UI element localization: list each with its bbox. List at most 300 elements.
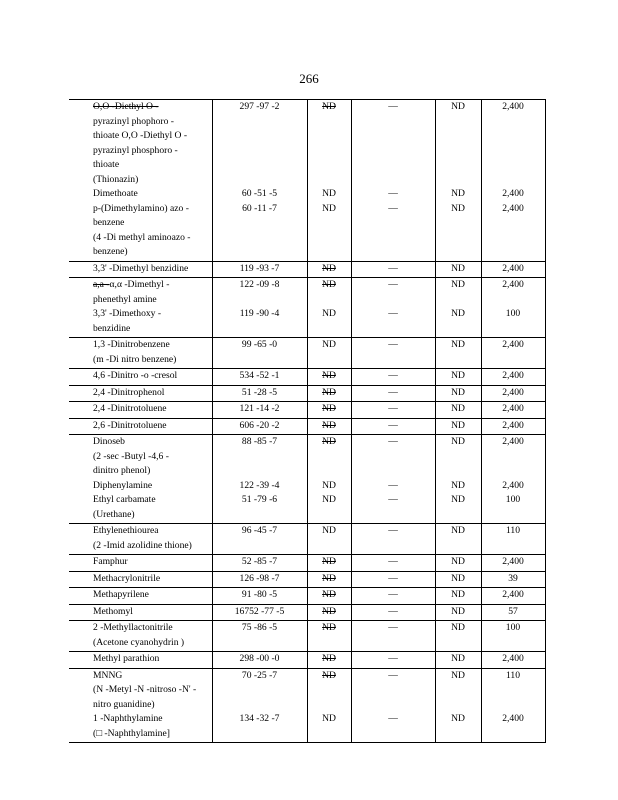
cell-line: [308, 683, 351, 698]
cell-line: Dimethoate: [93, 188, 138, 199]
cell-line: 51 -28 -5: [241, 386, 278, 398]
nd-cell: [307, 604, 351, 621]
cell-line: ND: [322, 436, 336, 447]
chemical-name-cell: [69, 100, 212, 262]
cell-line: 2,4 -Dinitrophenol: [93, 386, 165, 398]
nd-cell: [307, 588, 351, 605]
cell-line: benzidine: [93, 322, 131, 334]
cas-number-cell: [212, 652, 307, 669]
nd-cell: [307, 555, 351, 572]
cell-line: thioate: [93, 159, 120, 170]
cell-line: [352, 144, 435, 159]
value-cell: [481, 604, 545, 621]
value-cell: [481, 588, 545, 605]
cell-line: Famphur: [93, 556, 128, 567]
cell-line: (2 -sec -Butyl -4,6 -: [93, 450, 169, 462]
cell-line: 2,400: [502, 262, 524, 274]
value-cell: [481, 668, 545, 743]
cell-line: O,O -Diethyl O -: [93, 101, 159, 112]
dash-cell: [351, 435, 435, 524]
cell-line: [436, 698, 481, 713]
cell-line: ND: [451, 370, 465, 381]
cell-line: [436, 450, 481, 465]
cell-line: ND: [322, 479, 336, 491]
nd-limit-cell: [435, 338, 481, 369]
cell-line: p-(Dimethylamino) azo -: [93, 202, 189, 214]
value-cell: [481, 338, 545, 369]
chemical-name-cell: [69, 621, 212, 652]
nd-limit-cell: [435, 524, 481, 555]
cell-line: 119 -90 -4: [239, 308, 280, 319]
value-cell: [481, 418, 545, 435]
cell-line: —: [388, 419, 398, 431]
dash-cell: [351, 652, 435, 669]
cell-line: 1 -Naphthylamine: [93, 713, 163, 724]
value-cell: [481, 555, 545, 572]
cell-line: 70 -25 -7: [241, 669, 278, 681]
cell-line: 60 -11 -7: [242, 202, 277, 214]
value-cell: [481, 261, 545, 278]
dash-cell: [351, 369, 435, 386]
nd-cell: [307, 402, 351, 419]
cell-line: Dinoseb: [93, 436, 125, 447]
cell-line: [213, 450, 307, 465]
cell-line: —: [388, 202, 398, 214]
cell-line: 91 -80 -5: [241, 589, 278, 600]
cell-line: ND: [322, 370, 336, 381]
table-row: [69, 385, 545, 402]
cell-line: ND: [451, 419, 465, 431]
cell-line: [436, 144, 481, 159]
cell-line: ND: [451, 556, 465, 567]
cell-line: 2,400: [502, 556, 524, 567]
cell-line: (4 -Di methyl aminoazo -: [93, 231, 191, 243]
cell-line: 2,400: [502, 101, 524, 112]
nd-limit-cell: [435, 385, 481, 402]
cell-line: [308, 293, 351, 308]
cell-line: —: [388, 279, 398, 290]
cell-line: 2 -Methyllactonitrile: [93, 622, 173, 633]
chemical-name-cell: [69, 524, 212, 555]
cell-line: ND: [451, 262, 465, 274]
dash-cell: [351, 668, 435, 743]
cell-line: 1,3 -Dinitrobenzene: [93, 339, 170, 350]
cell-line: ND: [451, 188, 465, 199]
nd-cell: [307, 524, 351, 555]
cas-number-cell: [212, 668, 307, 743]
cell-line: 60 -51 -5: [241, 188, 278, 199]
cell-line: —: [388, 494, 398, 505]
cell-line: [482, 293, 545, 308]
cell-line: [213, 158, 307, 173]
chemical-name-cell: [69, 338, 212, 369]
cell-line: ND: [451, 202, 465, 214]
nd-limit-cell: [435, 668, 481, 743]
cell-line: 2,400: [502, 436, 524, 447]
cell-line: [482, 144, 545, 159]
nd-cell: [307, 385, 351, 402]
cell-line: ND: [451, 479, 465, 491]
cell-line: —: [388, 669, 398, 681]
cell-line: ND: [322, 403, 336, 414]
cell-line: 88 -85 -7: [241, 436, 278, 447]
dash-cell: [351, 338, 435, 369]
chemical-name-cell: [69, 571, 212, 588]
cell-line: [352, 698, 435, 713]
nd-cell: [307, 338, 351, 369]
cell-line: [436, 293, 481, 308]
cell-line: 100: [505, 494, 521, 505]
value-cell: [481, 621, 545, 652]
nd-cell: [307, 369, 351, 386]
cell-line: 126 -98 -7: [239, 572, 280, 584]
value-cell: [481, 652, 545, 669]
chemical-name-cell: [69, 385, 212, 402]
cell-line: [482, 683, 545, 698]
dash-cell: [351, 621, 435, 652]
cas-number-cell: [212, 100, 307, 262]
cell-line: [308, 464, 351, 479]
cell-line: [308, 158, 351, 173]
cell-line: —: [388, 386, 398, 398]
value-cell: [481, 402, 545, 419]
value-cell: [481, 369, 545, 386]
cell-line: [213, 115, 307, 130]
cell-line: ND: [451, 101, 465, 112]
data-table: [69, 99, 546, 743]
cell-line: —: [388, 556, 398, 567]
cell-line: 606 -20 -2: [239, 419, 280, 431]
dash-cell: [351, 385, 435, 402]
cell-line: [436, 115, 481, 130]
cell-line: —: [388, 262, 398, 274]
cell-line: 100: [505, 308, 521, 319]
cell-line: ND: [322, 419, 336, 431]
nd-cell: [307, 435, 351, 524]
cell-line: 2,4 -Dinitrotoluene: [93, 403, 167, 414]
cell-line: 2,400: [502, 403, 524, 414]
cell-line: 2,400: [502, 589, 524, 600]
cell-line: 2,400: [502, 279, 524, 290]
cell-line: —: [388, 622, 398, 633]
cell-line: ND: [451, 669, 465, 681]
cell-line: ND: [451, 403, 465, 414]
cell-line: 2,400: [502, 419, 524, 431]
cell-line: [308, 115, 351, 130]
cell-line: thioate O,O -Diethyl O -: [93, 130, 188, 141]
cell-line: [213, 129, 307, 144]
cell-line: ND: [322, 713, 336, 724]
cell-line: [352, 115, 435, 130]
table-row: [69, 621, 545, 652]
dash-cell: [351, 588, 435, 605]
cell-line: [213, 698, 307, 713]
cell-line: ND: [322, 556, 336, 567]
cell-line: ND: [451, 308, 465, 319]
nd-limit-cell: [435, 652, 481, 669]
nd-limit-cell: [435, 571, 481, 588]
cell-line: [352, 683, 435, 698]
cell-line: ND: [451, 436, 465, 447]
cell-line: [352, 129, 435, 144]
cell-line: 2,400: [502, 653, 524, 664]
dash-cell: [351, 604, 435, 621]
cas-number-cell: [212, 435, 307, 524]
cas-number-cell: [212, 338, 307, 369]
cell-line: 75 -86 -5: [241, 622, 278, 633]
table-row: [69, 588, 545, 605]
cell-line: [213, 173, 307, 188]
value-cell: [481, 524, 545, 555]
dash-cell: [351, 261, 435, 278]
cell-line: ND: [451, 572, 465, 584]
cell-line: ND: [451, 525, 465, 536]
cell-line: [482, 464, 545, 479]
cell-line: ND: [322, 262, 336, 274]
cell-line: ND: [322, 669, 336, 681]
nd-limit-cell: [435, 278, 481, 338]
cell-line: 110: [505, 669, 521, 681]
chemical-name-cell: [69, 668, 212, 743]
cell-line: ND: [451, 589, 465, 600]
cell-line: 4,6 -Dinitro -o -cresol: [93, 370, 178, 381]
cell-line: 298 -00 -0: [239, 653, 280, 664]
cell-line: —: [388, 713, 398, 724]
cell-line: ND: [322, 605, 336, 617]
cell-line: ND: [451, 494, 465, 505]
cell-line: —: [388, 370, 398, 381]
cell-line: (2 -Imid azolidine thione): [93, 539, 192, 551]
cell-line: benzene: [93, 217, 125, 228]
cell-line: [482, 173, 545, 188]
cell-line: 96 -45 -7: [241, 525, 278, 536]
table-row: [69, 524, 545, 555]
cell-line: MNNG: [93, 669, 123, 681]
cell-line: [482, 115, 545, 130]
table-row: [69, 652, 545, 669]
cell-line: phenethyl amine: [93, 293, 157, 305]
cas-number-cell: [212, 588, 307, 605]
cell-line: (Urethane): [93, 508, 135, 520]
nd-limit-cell: [435, 555, 481, 572]
cell-line: 16752 -77 -5: [234, 605, 285, 617]
cell-line: [436, 158, 481, 173]
cell-line: (N -Metyl -N -nitroso -N' -: [93, 684, 197, 695]
dash-cell: [351, 278, 435, 338]
cell-line: 134 -32 -7: [239, 713, 280, 724]
cas-number-cell: [212, 261, 307, 278]
cas-number-cell: [212, 604, 307, 621]
cell-line: 297 -97 -2: [239, 101, 280, 112]
value-cell: [481, 571, 545, 588]
cell-line: ND: [322, 572, 336, 584]
table-row: [69, 338, 545, 369]
cell-line: 534 -52 -1: [239, 370, 280, 381]
cell-line: 122 -09 -8: [239, 279, 280, 290]
cell-line: —: [388, 339, 398, 350]
nd-cell: [307, 418, 351, 435]
cas-number-cell: [212, 278, 307, 338]
cell-line: 3,3' -Dimethyl benzidine: [93, 262, 189, 274]
cas-number-cell: [212, 524, 307, 555]
cas-number-cell: [212, 621, 307, 652]
cell-line: [436, 173, 481, 188]
cell-line: ND: [322, 202, 336, 214]
nd-limit-cell: [435, 621, 481, 652]
nd-cell: [307, 278, 351, 338]
cell-line: [308, 144, 351, 159]
cell-line: 57: [508, 605, 518, 617]
cell-line: ND: [322, 386, 336, 398]
cell-line: ND: [451, 279, 465, 290]
cell-line: ND: [451, 386, 465, 398]
cell-line: ND: [322, 188, 336, 199]
cell-line: dinitro phenol): [93, 465, 151, 476]
nd-cell: [307, 100, 351, 262]
cell-line: 52 -85 -7: [241, 556, 278, 567]
nd-limit-cell: [435, 435, 481, 524]
cell-line: ND: [322, 525, 336, 536]
nd-cell: [307, 571, 351, 588]
cell-line: [213, 293, 307, 308]
chemical-name-cell: [69, 588, 212, 605]
table-row: [69, 604, 545, 621]
nd-limit-cell: [435, 402, 481, 419]
cell-line: 39: [508, 572, 518, 584]
cell-line: —: [388, 479, 398, 491]
cell-line: benzene): [93, 246, 128, 257]
cell-line: [213, 144, 307, 159]
value-cell: [481, 435, 545, 524]
chemical-name-cell: [69, 278, 212, 338]
cell-line: 2,400: [502, 479, 524, 491]
cell-line: 2,400: [502, 713, 524, 724]
cell-line: a,a -α,α -Dimethyl -: [93, 279, 170, 290]
cas-number-cell: [212, 571, 307, 588]
chemical-name-cell: [69, 369, 212, 386]
cell-line: Ethylenethiourea: [93, 525, 159, 536]
dash-cell: [351, 100, 435, 262]
cell-line: 119 -93 -7: [239, 262, 280, 274]
cell-line: (Acetone cyanohydrin ): [93, 636, 185, 648]
cell-line: [308, 129, 351, 144]
cell-line: 51 -79 -6: [241, 494, 278, 505]
chemical-name-cell: [69, 402, 212, 419]
cell-line: nitro guanidine): [93, 698, 155, 710]
cell-line: [482, 129, 545, 144]
cell-line: (Thionazin): [93, 173, 139, 185]
cell-line: [213, 683, 307, 698]
table-row: [69, 435, 545, 524]
cell-line: 100: [505, 622, 521, 633]
cell-line: Methapyrilene: [93, 589, 149, 600]
cas-number-cell: [212, 385, 307, 402]
cell-line: 2,400: [502, 339, 524, 350]
cell-line: ND: [322, 339, 336, 350]
cell-line: —: [388, 525, 398, 536]
cell-line: —: [388, 188, 398, 199]
chemical-name-cell: [69, 604, 212, 621]
cell-line: [482, 450, 545, 465]
table-row: [69, 418, 545, 435]
cell-line: —: [388, 403, 398, 414]
cell-line: [308, 450, 351, 465]
cell-line: ND: [322, 101, 336, 112]
dash-cell: [351, 418, 435, 435]
cell-line: 99 -65 -0: [241, 339, 278, 350]
nd-cell: [307, 668, 351, 743]
cell-line: 3,3' -Dimethoxy -: [93, 308, 162, 319]
chemical-name-cell: [69, 555, 212, 572]
nd-cell: [307, 621, 351, 652]
table-row: [69, 278, 545, 338]
value-cell: [481, 278, 545, 338]
dash-cell: [351, 402, 435, 419]
dash-cell: [351, 555, 435, 572]
cell-line: pyrazinyl phophoro -: [93, 115, 174, 127]
table-row: [69, 369, 545, 386]
cas-number-cell: [212, 369, 307, 386]
cell-line: —: [388, 308, 398, 319]
dash-cell: [351, 571, 435, 588]
cell-line: pyrazinyl phosphoro -: [93, 144, 178, 156]
table-row: [69, 555, 545, 572]
cell-line: —: [388, 605, 398, 617]
table-row: [69, 668, 545, 743]
cas-number-cell: [212, 555, 307, 572]
page-number: 266: [299, 71, 319, 86]
cell-line: Diphenylamine: [93, 479, 153, 491]
cell-line: —: [388, 101, 398, 112]
cell-line: [213, 464, 307, 479]
cell-line: ND: [322, 494, 336, 505]
table-row: [69, 261, 545, 278]
cell-line: —: [388, 436, 398, 447]
nd-limit-cell: [435, 261, 481, 278]
cell-line: (m -Di nitro benzene): [93, 353, 177, 365]
cell-line: 2,400: [502, 386, 524, 398]
nd-limit-cell: [435, 604, 481, 621]
cell-line: —: [388, 589, 398, 600]
table-row: [69, 100, 545, 262]
cell-line: 2,6 -Dinitrotoluene: [93, 419, 167, 431]
chemical-name-cell: [69, 418, 212, 435]
cell-line: ND: [322, 589, 336, 600]
table-row: [69, 402, 545, 419]
chemical-name-cell: [69, 435, 212, 524]
nd-limit-cell: [435, 100, 481, 262]
cell-line: 122 -39 -4: [239, 479, 280, 491]
cell-line: ND: [451, 622, 465, 633]
cell-line: [436, 464, 481, 479]
cell-line: [352, 173, 435, 188]
cell-line: ND: [451, 713, 465, 724]
nd-limit-cell: [435, 588, 481, 605]
cell-line: —: [388, 572, 398, 584]
cas-number-cell: [212, 418, 307, 435]
cas-number-cell: [212, 402, 307, 419]
cell-line: ND: [451, 339, 465, 350]
cell-line: Ethyl carbamate: [93, 494, 156, 505]
cell-line: [352, 464, 435, 479]
chemical-name-cell: [69, 652, 212, 669]
cell-line: ND: [451, 653, 465, 664]
value-cell: [481, 100, 545, 262]
cell-line: [482, 698, 545, 713]
cell-line: ND: [322, 308, 336, 319]
cell-line: 121 -14 -2: [239, 403, 280, 414]
cell-line: 2,400: [502, 202, 524, 214]
